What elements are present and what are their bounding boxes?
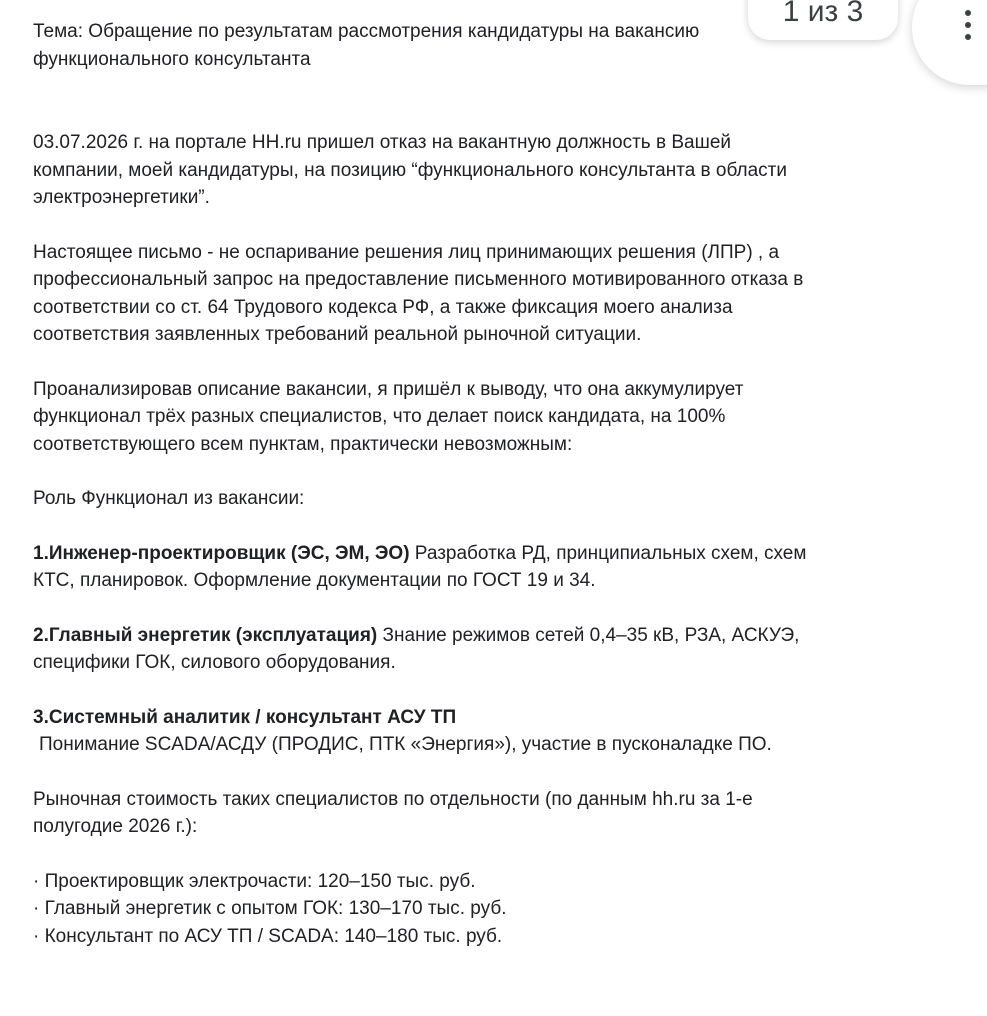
list-item: · Консультант по АСУ ТП / SCADA: 140–180 тыс. руб. (33, 925, 503, 947)
text-line: электроэнергетики”. (33, 187, 210, 208)
role-item (33, 622, 913, 677)
text-line: Проанализировав описание вакансии, я пришёл к выводу, что она аккумулирует (33, 378, 744, 400)
role-description: Понимание SCADA/АСДУ (ПРОДИС, ПТК «Энергия»), участие в пусконаладке ПО. (39, 734, 772, 755)
subject-line-1: Тема: Обращение по результатам рассмотрения кандидатуры на вакансию (33, 21, 700, 42)
text-line: функционал трёх разных специалистов, что делает поиск кандидата, на 100% (33, 406, 726, 427)
role-item (33, 540, 913, 595)
salary-list (33, 868, 913, 951)
document-body (33, 18, 913, 950)
subject-line-2: функционального консультанта (33, 48, 311, 70)
more-vert-icon (965, 10, 971, 16)
paragraph-analysis (33, 376, 913, 459)
text-line: соответствия заявленных требований реальной рыночной ситуации. (33, 324, 642, 345)
role-description: специфики ГОК, силового оборудования. (33, 652, 396, 673)
role-item (33, 704, 913, 759)
text-line: соответствующего всем пунктам, практически невозможным: (33, 433, 573, 455)
role-description: КТС, планировок. Оформление документации по ГОСТ 19 и 34. (33, 570, 596, 591)
list-item: · Главный энергетик с опытом ГОК: 130–170 тыс. руб. (33, 898, 507, 919)
text-line: полугодие 2026 г.): (33, 816, 198, 837)
roles-heading: Роль Функционал из вакансии: (33, 488, 305, 509)
more-vert-icon-dot (965, 34, 971, 40)
text-line: соответствии со ст. 64 Трудового кодекса РФ, а также фиксация моего анализа (33, 296, 733, 318)
more-options-button[interactable] (912, 0, 987, 85)
market-intro (33, 786, 913, 841)
role-title: 3.Системный аналитик / консультант АСУ ТП (33, 706, 457, 728)
role-title: 2.Главный энергетик (эксплуатация) (33, 624, 378, 646)
list-item: · Проектировщик электрочасти: 120–150 тыс. руб. (33, 870, 476, 892)
text-line: Настоящее письмо - не оспаривание решения лиц принимающих решения (ЛПР) , а (33, 241, 780, 263)
page-counter: 1 из 3 (748, 0, 898, 40)
paragraph-request (33, 239, 913, 349)
text-line: компании, моей кандидатуры, на позицию “функционального консультанта в области (33, 159, 787, 181)
paragraph-rejection-notice (33, 129, 913, 212)
text-line: Рыночная стоимость таких специалистов по отдельности (по данным hh.ru за 1-е (33, 788, 753, 810)
role-title: 1.Инженер-проектировщик (ЭС, ЭМ, ЭО) (33, 542, 410, 564)
role-description: Разработка РД, принципиальных схем, схем (409, 542, 807, 564)
more-vert-icon-dot (965, 22, 971, 28)
role-description: Знание режимов сетей 0,4–35 кВ, РЗА, АСКУЭ, (377, 624, 800, 646)
text-line: профессиональный запрос на предоставление письменного мотивированного отказа в (33, 269, 804, 290)
text-line: 03.07.2026 г. на портале HH.ru пришел отказ на вакантную должность в Вашей (33, 132, 732, 153)
